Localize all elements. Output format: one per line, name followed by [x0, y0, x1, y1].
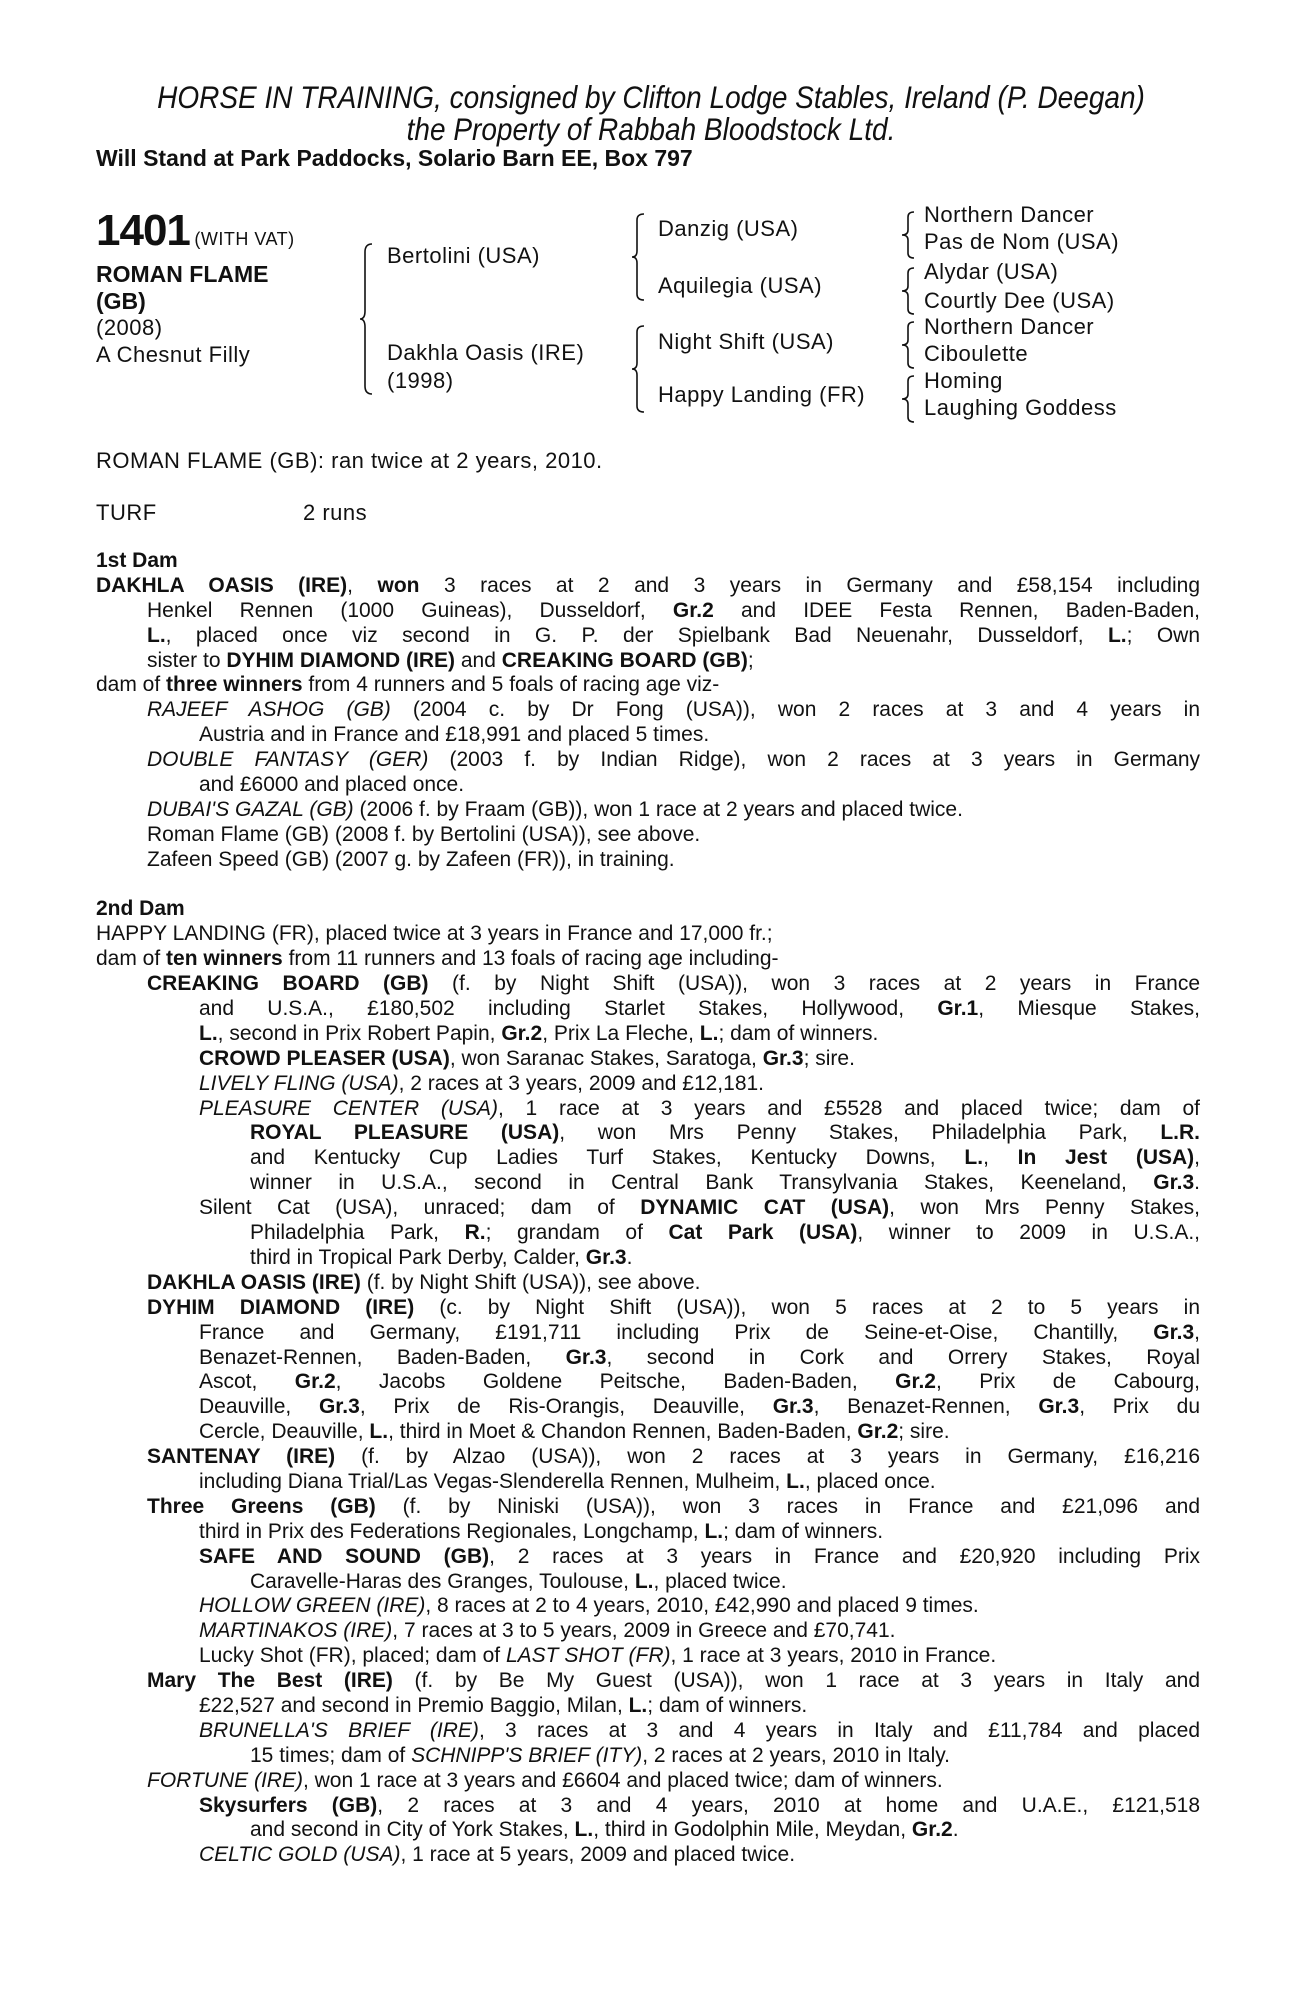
bold-text: Gr.3: [565, 1345, 607, 1369]
text: , won Mrs Penny Stakes,: [889, 1196, 1200, 1220]
text: , 7 races at 3 to 5 years, 2009 in Greece and £70,741.: [392, 1619, 896, 1643]
record-line: [96, 1346, 1200, 1371]
text: (f. by Night Shift (USA)), won 3 races at 2 years in France: [428, 972, 1200, 996]
text: Ascot,: [199, 1370, 295, 1394]
bold-text: Gr.3: [1038, 1395, 1080, 1419]
bold-text: ten winners: [166, 947, 283, 971]
turf-runs: 2 runs: [303, 500, 368, 525]
record-line: [96, 1047, 1200, 1072]
bold-text: CREAKING BOARD (GB): [501, 648, 748, 672]
property-line: the Property of Rabbah Bloodstock Ltd.: [406, 112, 896, 147]
bold-text: DAKHLA OASIS (IRE): [147, 1270, 361, 1294]
text: from 11 runners and 13 foals of racing age including-: [282, 947, 779, 971]
bold-text: Cat Park (USA): [668, 1221, 858, 1245]
record-line: [96, 1097, 1200, 1122]
text: ,: [1194, 1146, 1200, 1170]
record-line: [96, 599, 1200, 624]
lot-number: 1401: [96, 206, 190, 255]
record-line: [96, 1370, 1200, 1395]
bold-text: L.: [628, 1693, 648, 1717]
record-line: [96, 1171, 1200, 1196]
text: .: [626, 1245, 633, 1269]
text: , 1 race at 3 years and £5528 and placed twice; dam of: [498, 1096, 1200, 1120]
text: , second in Cork and Orrery Stakes, Royal: [606, 1345, 1200, 1369]
record-line: [96, 1296, 1200, 1321]
record-line: [96, 748, 1200, 773]
bold-text: Gr.2: [911, 1818, 953, 1842]
record-line: [96, 673, 1200, 698]
italic-text: FORTUNE (IRE): [147, 1768, 303, 1792]
bold-text: ROYAL PLEASURE (USA): [250, 1121, 560, 1145]
pedigree-gen3: Night Shift (USA): [658, 329, 834, 354]
record-line: [96, 624, 1200, 649]
bold-text: SANTENAY (IRE): [147, 1445, 336, 1469]
text: , won Saranac Stakes, Saratoga,: [449, 1046, 763, 1070]
text: (f. by Niniski (USA)), won 3 races in France and £21,096 and: [375, 1494, 1200, 1518]
foaling-year: (2008): [96, 315, 163, 340]
record-line: [96, 1644, 1200, 1669]
bold-text: 2nd Dam: [96, 897, 185, 921]
bold-text: CREAKING BOARD (GB): [147, 972, 429, 996]
italic-text: RAJEEF ASHOG (GB): [147, 698, 391, 722]
text: , Prix du: [1079, 1395, 1200, 1419]
text: ; dam of winners.: [647, 1693, 808, 1717]
text: , Jacobs Goldene Peitsche, Baden-Baden,: [335, 1370, 896, 1394]
brace-icon: [902, 268, 916, 314]
record-line: [96, 698, 1200, 723]
bold-text: Gr.3: [318, 1395, 360, 1419]
record-line: [96, 549, 1200, 574]
pedigree-gen4: Laughing Goddess: [924, 395, 1117, 420]
bold-text: Gr.2: [294, 1370, 336, 1394]
bold-text: L.: [574, 1818, 594, 1842]
text: HAPPY LANDING (FR), placed twice at 3 years in France and 17,000 fr.;: [96, 922, 773, 946]
bold-text: CROWD PLEASER (USA): [199, 1046, 450, 1070]
brace-icon: [632, 214, 646, 300]
bold-text: L.R.: [1160, 1121, 1200, 1145]
text: , second in Prix Robert Papin,: [217, 1021, 502, 1045]
bold-text: L.: [634, 1569, 654, 1593]
bold-text: Three Greens (GB): [147, 1494, 376, 1518]
italic-text: HOLLOW GREEN (IRE): [199, 1594, 426, 1618]
record-line: [96, 1594, 1200, 1619]
brace-icon: [902, 322, 916, 368]
italic-text: SCHNIPP'S BRIEF (ITY): [411, 1743, 643, 1767]
horse-name: ROMAN FLAME: [96, 261, 269, 287]
record-line: [96, 1669, 1200, 1694]
bold-text: Gr.2: [501, 1021, 543, 1045]
text: ; Own: [1126, 623, 1200, 647]
text: , 1 race at 5 years, 2009 and placed twice.: [400, 1843, 796, 1867]
text: 15 times; dam of: [250, 1743, 412, 1767]
record-line: [96, 823, 1200, 848]
record-line: [96, 1146, 1200, 1171]
bold-text: Gr.2: [672, 598, 714, 622]
horse-description: A Chesnut Filly: [96, 342, 251, 367]
bold-text: Gr.3: [1153, 1320, 1195, 1344]
italic-text: LAST SHOT (FR): [505, 1644, 671, 1668]
text: third in Prix des Federations Regionales, Longchamp,: [199, 1519, 705, 1543]
text: France and Germany, £191,711 including Prix de Seine-et-Oise, Chantilly,: [199, 1320, 1154, 1344]
text: , Miesque Stakes,: [978, 997, 1200, 1021]
bold-text: Gr.3: [762, 1046, 804, 1070]
text: (c. by Night Shift (USA)), won 5 races at 2 to 5 years in: [414, 1295, 1200, 1319]
text: , placed once viz second in G. P. der Spielbank Bad Neuenahr, Dusseldorf,: [165, 623, 1108, 647]
text: Zafeen Speed (GB) (2007 g. by Zafeen (FR)), in training.: [147, 847, 675, 871]
text: Henkel Rennen (1000 Guineas), Dusseldorf,: [147, 598, 673, 622]
text: Cercle, Deauville,: [199, 1420, 370, 1444]
text: Deauville,: [199, 1395, 319, 1419]
text: ,: [347, 573, 378, 597]
text: , 2 races at 3 and 4 years, 2010 at home and U.A.E., £121,518: [377, 1793, 1200, 1817]
record-line: [96, 1470, 1200, 1495]
bold-text: L.: [199, 1021, 218, 1045]
turf-label: TURF: [96, 500, 157, 525]
brace-icon: [360, 244, 374, 394]
pedigree-gen4: Northern Dancer: [924, 202, 1095, 227]
bold-text: In Jest (USA): [1017, 1146, 1195, 1170]
record-line: [96, 1321, 1200, 1346]
text: ; dam of winners.: [718, 1021, 879, 1045]
text: , placed once.: [804, 1469, 936, 1493]
text: , third in Moet & Chandon Rennen, Baden-Baden,: [388, 1420, 858, 1444]
text: third in Tropical Park Derby, Calder,: [250, 1245, 586, 1269]
record-line: [96, 873, 1200, 898]
text: (f. by Be My Guest (USA)), won 1 race at 3 years in Italy and: [392, 1669, 1200, 1693]
text: Lucky Shot (FR), placed; dam of: [199, 1644, 506, 1668]
record-line: [96, 574, 1200, 599]
text: , won 1 race at 3 years and £6604 and placed twice; dam of winners.: [302, 1768, 943, 1792]
vat-label: (WITH VAT): [194, 229, 295, 249]
text: and IDEE Festa Rennen, Baden-Baden,: [713, 598, 1200, 622]
pedigree-gen4: Courtly Dee (USA): [924, 288, 1115, 313]
text: ; dam of winners.: [723, 1519, 884, 1543]
text: , Benazet-Rennen,: [813, 1395, 1039, 1419]
text: (2006 f. by Fraam (GB)), won 1 race at 2 years and placed twice.: [353, 797, 963, 821]
produce-record: [96, 549, 1200, 1868]
record-line: [96, 1794, 1200, 1819]
text: ; sire.: [803, 1046, 855, 1070]
bold-text: L.: [147, 623, 166, 647]
text: ; grandam of: [485, 1221, 669, 1245]
bold-text: DAKHLA OASIS (IRE): [96, 573, 348, 597]
bold-text: L.: [704, 1519, 724, 1543]
race-summary: ROMAN FLAME (GB): ran twice at 2 years, 2010.: [96, 448, 603, 473]
text: ; sire.: [898, 1420, 950, 1444]
text: , Prix de Ris-Orangis, Deauville,: [359, 1395, 773, 1419]
bold-text: Gr.3: [772, 1395, 814, 1419]
text: including Diana Trial/Las Vegas-Slenderella Rennen, Mulheim,: [199, 1469, 787, 1493]
text: , 3 races at 3 and 4 years in Italy and £11,784 and placed: [478, 1718, 1200, 1742]
text: ,: [1194, 1320, 1200, 1344]
text: from 4 runners and 5 foals of racing age viz-: [302, 673, 720, 697]
bold-text: DYHIM DIAMOND (IRE): [226, 648, 456, 672]
text: , third in Godolphin Mile, Meydan,: [593, 1818, 912, 1842]
record-line: [96, 1744, 1200, 1769]
text: , 2 races at 3 years in France and £20,920 including Prix: [489, 1544, 1200, 1568]
record-line: [96, 1072, 1200, 1097]
record-line: [96, 1719, 1200, 1744]
record-line: [96, 1022, 1200, 1047]
record-line: [96, 1246, 1200, 1271]
stabling-line: Will Stand at Park Paddocks, Solario Barn EE, Box 797: [96, 145, 693, 171]
record-line: [96, 1121, 1200, 1146]
bold-text: won: [377, 573, 420, 597]
bold-text: R.: [464, 1221, 486, 1245]
text: .: [952, 1818, 959, 1842]
italic-text: MARTINAKOS (IRE): [199, 1619, 393, 1643]
pedigree-gen4: Homing: [924, 368, 1003, 393]
text: dam of: [96, 947, 167, 971]
italic-text: CELTIC GOLD (USA): [199, 1843, 401, 1867]
record-line: [96, 1545, 1200, 1570]
text: (f. by Night Shift (USA)), see above.: [360, 1270, 701, 1294]
text: 3 races at 2 and 3 years in Germany and £58,154 including: [419, 573, 1200, 597]
pedigree-gen3: Happy Landing (FR): [658, 382, 866, 407]
text: ,: [983, 1146, 1018, 1170]
text: dam of: [96, 673, 167, 697]
italic-text: DOUBLE FANTASY (GER): [147, 748, 429, 772]
text: £22,527 and second in Premio Baggio, Milan,: [199, 1693, 629, 1717]
record-line: [96, 723, 1200, 748]
brace-icon: [632, 326, 646, 412]
text: Silent Cat (USA), unraced; dam of: [199, 1196, 641, 1220]
record-line: [96, 1271, 1200, 1296]
bold-text: DYNAMIC CAT (USA): [640, 1196, 890, 1220]
brace-icon: [902, 212, 916, 258]
record-line: [96, 773, 1200, 798]
record-line: [96, 1495, 1200, 1520]
text: (2004 c. by Dr Fong (USA)), won 2 races at 3 and 4 years in: [390, 698, 1200, 722]
text: Philadelphia Park,: [250, 1221, 465, 1245]
text: and second in City of York Stakes,: [250, 1818, 575, 1842]
record-line: [96, 1420, 1200, 1445]
italic-text: BRUNELLA'S BRIEF (IRE): [199, 1718, 479, 1742]
bold-text: Gr.3: [1153, 1171, 1195, 1195]
record-line: [96, 1221, 1200, 1246]
consignor-line: HORSE IN TRAINING, consigned by Clifton Lodge Stables, Ireland (P. Deegan): [157, 80, 1145, 115]
bold-text: Skysurfers (GB): [199, 1793, 378, 1817]
bold-text: L.: [699, 1021, 719, 1045]
record-line: [96, 922, 1200, 947]
text: , Prix de Cabourg,: [935, 1370, 1200, 1394]
text: Roman Flame (GB) (2008 f. by Bertolini (USA)), see above.: [147, 822, 701, 846]
italic-text: DUBAI'S GAZAL (GB): [147, 797, 354, 821]
record-line: [96, 1818, 1200, 1843]
bold-text: SAFE AND SOUND (GB): [199, 1544, 490, 1568]
pedigree-gen4: Northern Dancer: [924, 314, 1095, 339]
bold-text: Gr.2: [857, 1420, 899, 1444]
record-line: [96, 1769, 1200, 1794]
record-line: [96, 649, 1200, 674]
text: , Prix La Fleche,: [542, 1021, 700, 1045]
record-line: [96, 798, 1200, 823]
pedigree-dam-year: (1998): [387, 368, 454, 393]
pedigree-gen4: Ciboulette: [924, 341, 1029, 366]
text: (2003 f. by Indian Ridge), won 2 races at 3 years in Germany: [428, 748, 1200, 772]
record-line: [96, 848, 1200, 873]
bold-text: L.: [786, 1469, 805, 1493]
text: , 1 race at 3 years, 2010 in France.: [670, 1644, 997, 1668]
bold-text: L.: [964, 1146, 984, 1170]
text: , 2 races at 3 years, 2009 and £12,181.: [398, 1071, 765, 1095]
record-line: [96, 1694, 1200, 1719]
record-line: [96, 1196, 1200, 1221]
bold-text: DYHIM DIAMOND (IRE): [147, 1295, 415, 1319]
pedigree-gen4: Alydar (USA): [924, 259, 1059, 284]
record-line: [96, 1520, 1200, 1545]
text: Caravelle-Haras des Granges, Toulouse,: [250, 1569, 635, 1593]
record-line: [96, 947, 1200, 972]
bold-text: Gr.2: [895, 1370, 936, 1394]
record-line: [96, 1570, 1200, 1595]
italic-text: PLEASURE CENTER (USA): [199, 1096, 498, 1120]
pedigree-gen4: Pas de Nom (USA): [924, 229, 1120, 254]
text: sister to: [147, 648, 227, 672]
pedigree-gen3: Danzig (USA): [658, 216, 799, 241]
text: and £6000 and placed once.: [199, 773, 465, 797]
record-line: [96, 897, 1200, 922]
bold-text: Gr.1: [937, 997, 979, 1021]
text: and: [455, 648, 502, 672]
bold-text: Mary The Best (IRE): [147, 1669, 393, 1693]
bold-text: three winners: [166, 673, 303, 697]
text: winner in U.S.A., second in Central Bank Transylvania Stakes, Keeneland,: [250, 1171, 1154, 1195]
text: , winner to 2009 in U.S.A.,: [857, 1221, 1200, 1245]
text: Austria and in France and £18,991 and placed 5 times.: [199, 723, 710, 747]
text: , won Mrs Penny Stakes, Philadelphia Park,: [559, 1121, 1161, 1145]
text: , 2 races at 2 years, 2010 in Italy.: [642, 1743, 951, 1767]
record-line: [96, 1445, 1200, 1470]
text: .: [1194, 1171, 1200, 1195]
horse-country: (GB): [96, 288, 146, 314]
text: and U.S.A., £180,502 including Starlet Stakes, Hollywood,: [199, 997, 938, 1021]
bold-text: L.: [1107, 623, 1127, 647]
text: ;: [747, 648, 754, 672]
record-line: [96, 997, 1200, 1022]
text: and Kentucky Cup Ladies Turf Stakes, Kentucky Downs,: [250, 1146, 965, 1170]
pedigree-gen3: Aquilegia (USA): [658, 273, 823, 298]
text: , 8 races at 2 to 4 years, 2010, £42,990 and placed 9 times.: [425, 1594, 979, 1618]
record-line: [96, 1843, 1200, 1868]
record-line: [96, 972, 1200, 997]
pedigree-sire: Bertolini (USA): [387, 243, 540, 268]
text: (f. by Alzao (USA)), won 2 races at 3 years in Germany, £16,216: [335, 1445, 1200, 1469]
record-line: [96, 1395, 1200, 1420]
brace-icon: [902, 376, 916, 422]
bold-text: Gr.3: [585, 1245, 627, 1269]
text: , placed twice.: [653, 1569, 787, 1593]
italic-text: LIVELY FLING (USA): [199, 1071, 399, 1095]
record-line: [96, 1619, 1200, 1644]
pedigree-dam: Dakhla Oasis (IRE): [387, 340, 585, 365]
text: Benazet-Rennen, Baden-Baden,: [199, 1345, 566, 1369]
bold-text: 1st Dam: [96, 549, 178, 572]
bold-text: L.: [369, 1420, 389, 1444]
